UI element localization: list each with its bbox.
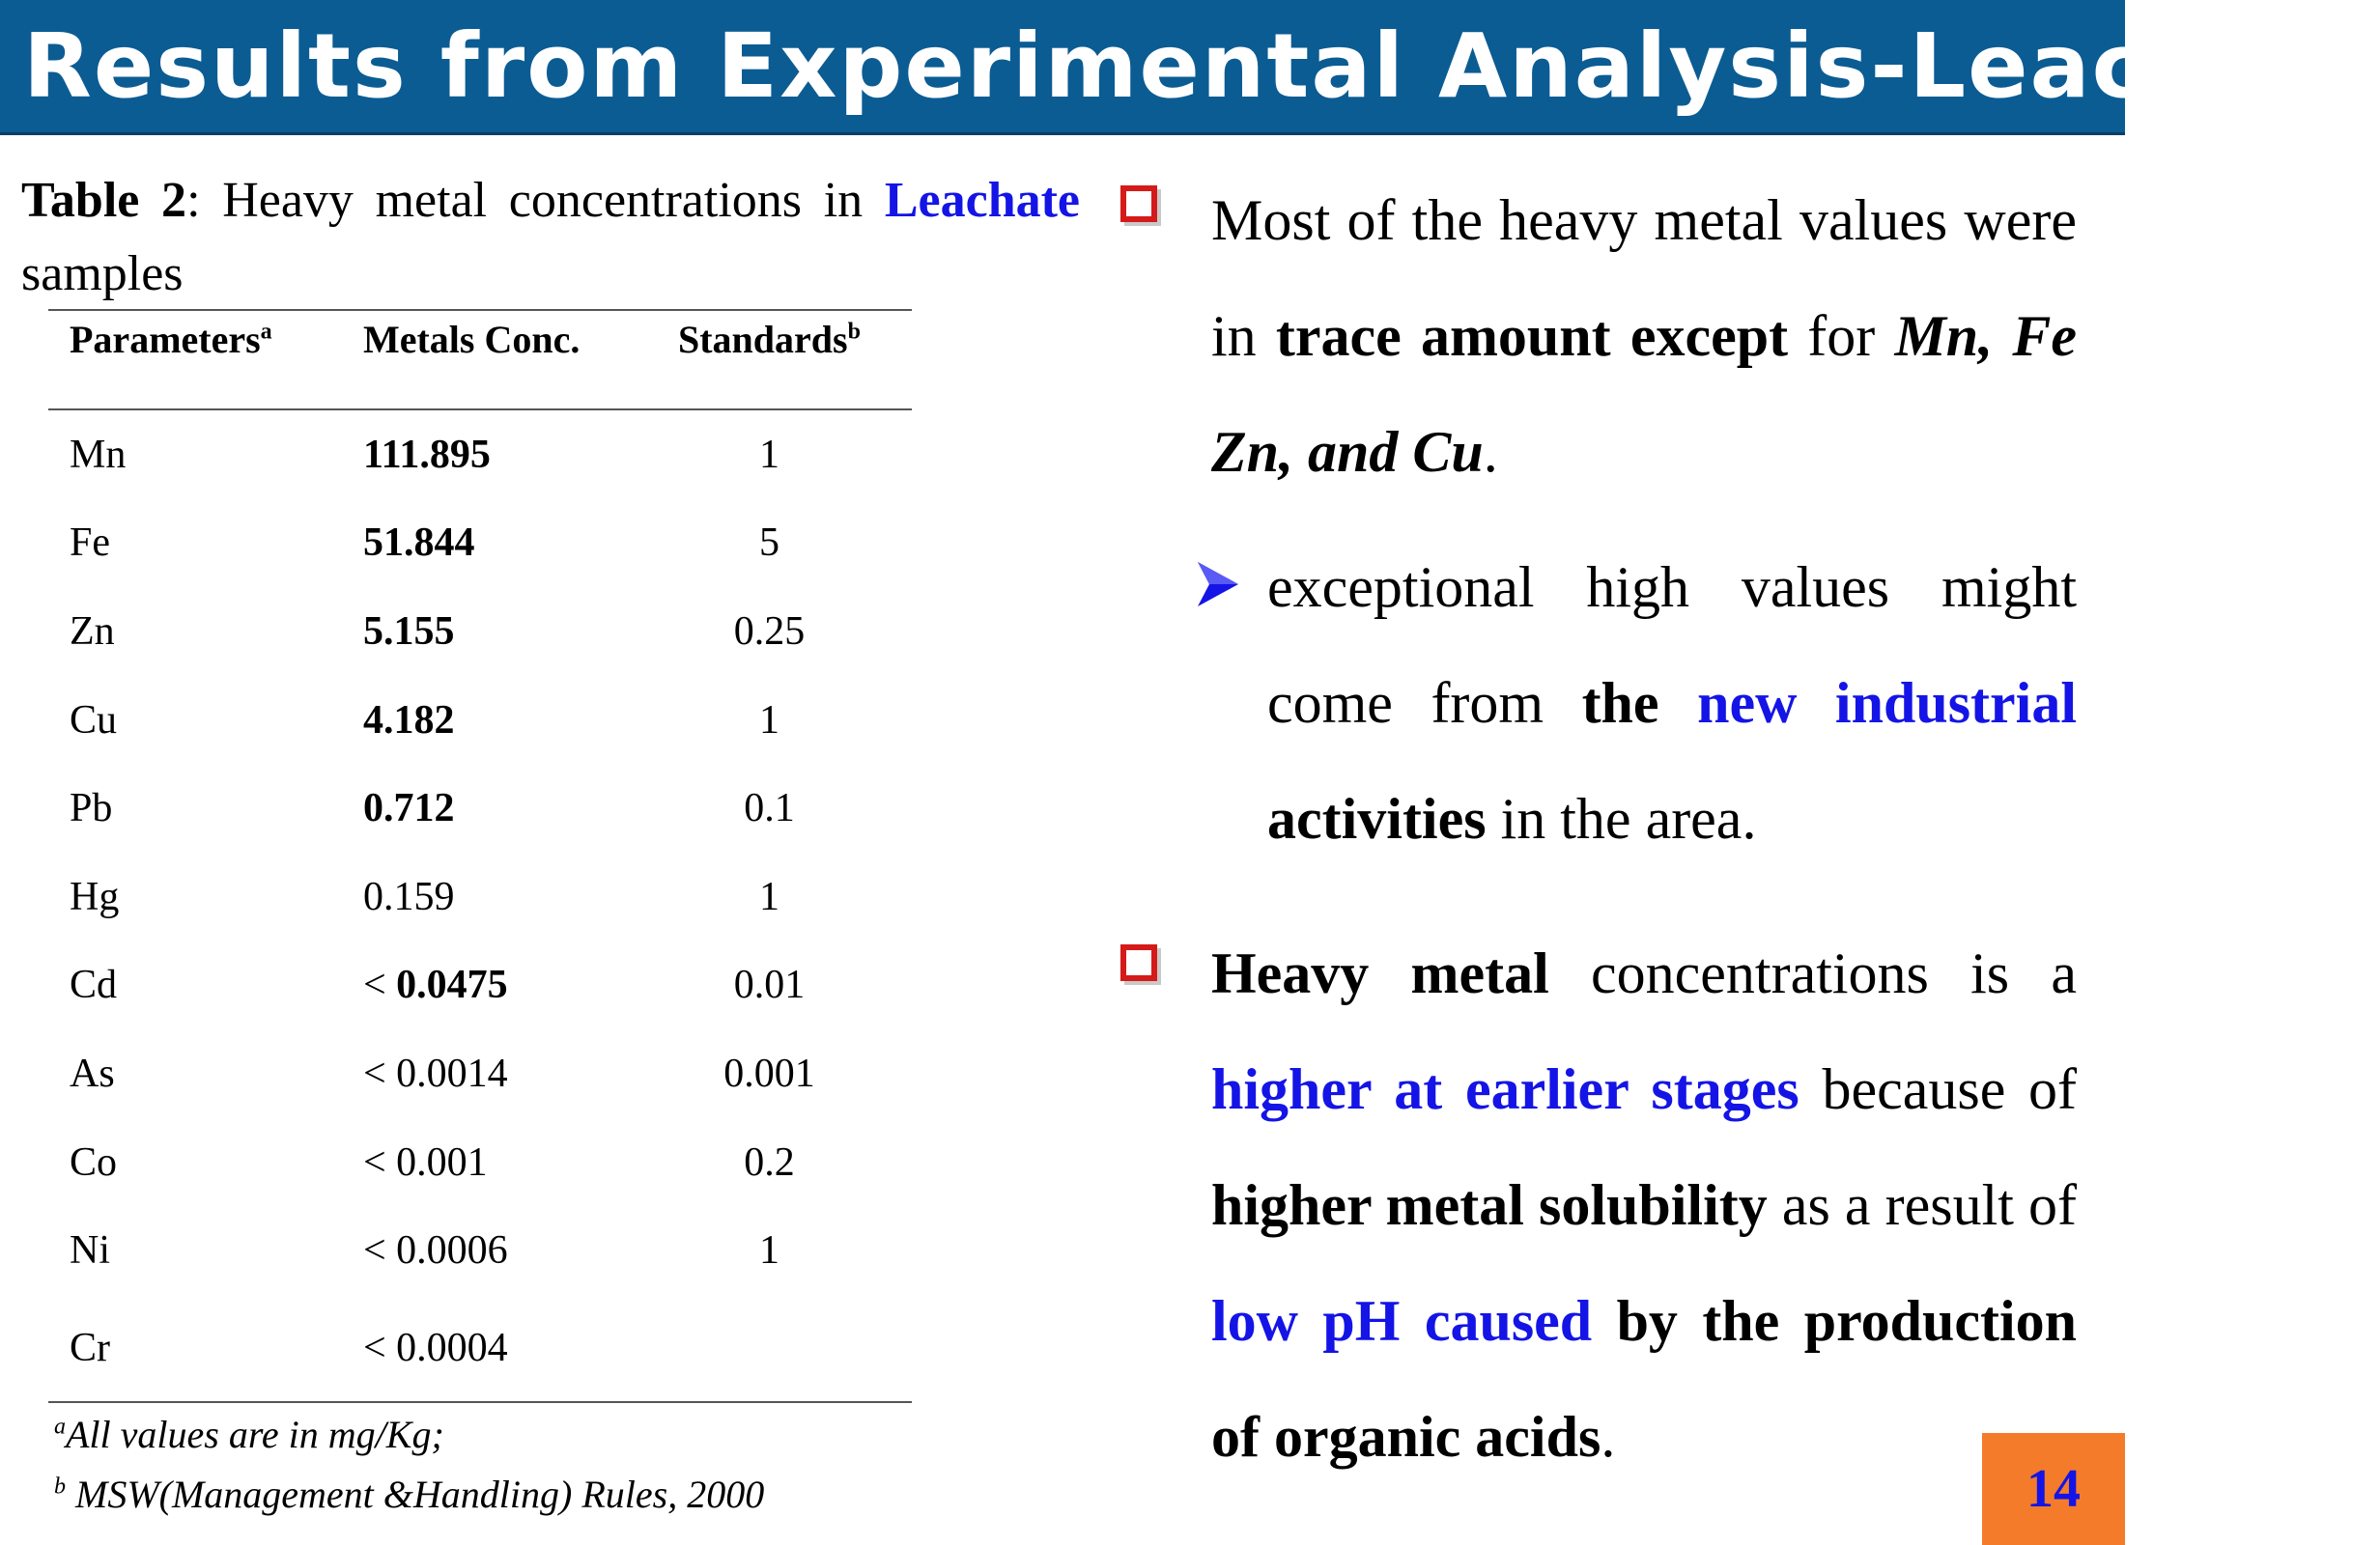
bullet-square-icon [1120,185,1157,222]
bullet-square-icon [1120,944,1157,981]
cell-parameter: Pb [70,786,113,831]
cell-parameter: Hg [70,874,120,919]
cell-conc: < 0.0014 [362,1051,508,1096]
table-row [48,1295,912,1402]
table-row [48,764,912,853]
cell-standard: 1 [758,697,779,743]
cell-parameter: Cu [70,697,118,743]
cell-conc: 111.895 [362,432,491,477]
cell-conc: 51.844 [362,520,475,566]
cell-standard: 1 [758,874,779,919]
table-row [48,676,912,765]
cell-conc: < 0.001 [362,1139,488,1185]
sub-bullet-item: exceptional high values might come from the new industrial activities in the area. [1267,555,2077,851]
metals-table [48,309,912,1403]
cell-conc: < 0.0004 [342,1295,627,1402]
cell-conc: 0.712 [362,786,455,831]
cell-conc: 0.159 [362,874,455,919]
caption-label: Table 2 [21,173,187,228]
cell-conc: < 0.0475 [362,963,508,1008]
page-number: 14 [1982,1433,2125,1545]
table-row [48,941,912,1030]
cell-standard: 5 [758,520,779,566]
table-row [48,853,912,941]
title-bar [0,0,2380,135]
caption-end: samples [21,246,184,301]
table-row [48,409,912,499]
header-parameters: Parameters$^a$ [48,310,342,409]
caption-text: : Heavy metal concentrations in [186,173,885,228]
cell-conc: < 0.0006 [362,1228,508,1274]
cell-standard: 0.001 [723,1051,815,1096]
cell-parameter: Fe [70,520,110,566]
cell-parameter: Cr [48,1295,342,1402]
cell-parameter: As [70,1051,115,1096]
table-caption [21,164,1080,311]
cell-conc: 4.182 [362,697,455,743]
footnote-b: $^b$ MSW(Management &Handling) Rules, 2000 [54,1473,765,1516]
footnote-a: $^a$All values are in mg/Kg; [54,1413,444,1456]
cell-standard: 0.01 [733,963,806,1008]
cell-parameter: Zn [70,608,115,654]
cell-parameter: Ni [70,1228,110,1274]
cell-standard: 0.1 [744,786,795,831]
table-row [48,1029,912,1118]
table-row [48,499,912,588]
cell-standard: 0.2 [744,1139,795,1185]
bullet-list [1211,162,2077,1495]
header-standards: Standards$^b$ [627,310,912,409]
cell-parameter: Mn [70,432,127,477]
table-row [48,1118,912,1207]
cell-conc: 5.155 [362,608,455,654]
header-metals-conc: Metals Conc. [342,310,627,409]
table-row [48,1206,912,1295]
slide-title: Results from Experimental Analysis-Leachate [23,14,2380,118]
caption-leachate: Leachate [884,173,1081,228]
bullet-item-2: Heavy metal concentrations is a higher at earlier stages because of higher metal solubility as a result of low pH caused by the production of organic acids. [1211,941,2078,1469]
cell-standard: 1 [758,1228,779,1274]
cell-standard: 0.25 [733,608,806,654]
cell-standard [627,1295,912,1402]
table-header-row [48,310,912,409]
bullet-item-1: Most of the heavy metal values were in trace amount except for Mn, Fe Zn, and Cu. [1211,188,2077,484]
cell-standard: 1 [758,432,779,477]
cell-parameter: Co [70,1139,118,1185]
table-row [48,587,912,676]
cell-parameter: Cd [70,963,118,1008]
